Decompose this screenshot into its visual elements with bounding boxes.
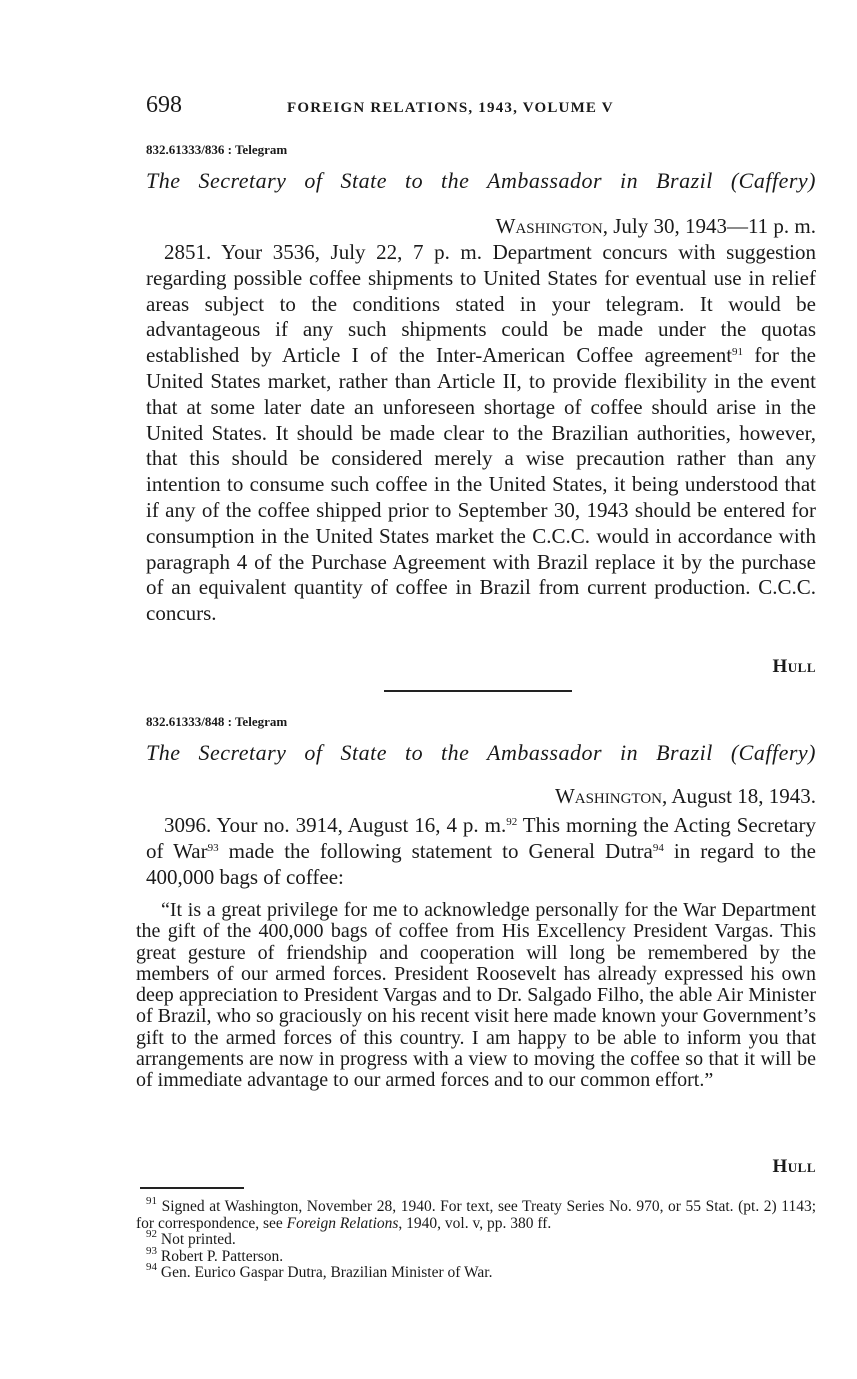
footnote-ref: 93 [207, 841, 219, 854]
footnote-text: Robert P. Patterson. [160, 1247, 284, 1265]
footnote-text: Not printed. [160, 1231, 236, 1248]
section-divider [384, 690, 572, 692]
footnote-number: 94 [146, 1261, 157, 1273]
file-number: 832.61333/848 : Telegram [146, 714, 288, 729]
footnote-text: Signed at Washington, November 28, 1940. For text, see Treaty Series No. 970, or 55 Stat. (pt. 2) 1143; for correspondence, see [136, 1198, 816, 1232]
footnote-item [136, 1244, 816, 1266]
body-text: 2851. Your 3536, July 22, 7 p. m. Department concurs with suggestion regarding possible coffee shipments to United States for eventual use in relief areas subject to the conditions stated in your telegram. It would be advantageous if any such shipments could be made under the quotas established by Article I of the Inter-American Coffee agreement [146, 240, 816, 368]
document-title: The Secretary of State to the Ambassador in Brazil (Caffery) [146, 168, 816, 193]
body-text: for the United States market, rather than Article II, to provide flexibility in the event that at some later date an unforeseen shortage of coffee should arise in the United States. It should be made clear to the Brazilian authorities, however, that this should be considered merely a wise precaution rather than any intention to consume such coffee in the United States, it being understood that if any of the coffee shipped prior to September 30, 1943 should be entered for consumption in the United States market the C.C.C. would in accordance with paragraph 4 of the Purchase Agreement with Brazil replace it by the purchase of an equivalent quantity of coffee in Brazil from current production. C.C.C. concurs. [146, 343, 816, 626]
footnote-text: , 1940, vol. v, pp. 380 ff. [398, 1214, 552, 1232]
file-number: 832.61333/836 : Telegram [146, 142, 288, 157]
telegram-body [146, 813, 816, 890]
body-text: 3096. Your no. 3914, August 16, 4 p. m. [164, 813, 507, 837]
footnote-item [136, 1228, 816, 1249]
footnote-italic: Foreign Relations [286, 1214, 399, 1232]
footnote-ref: 91 [732, 346, 744, 359]
footnote-item [136, 1261, 816, 1282]
telegram-body [146, 240, 816, 627]
footnote-ref: 94 [652, 841, 664, 854]
footnotes [136, 1195, 816, 1282]
running-title: FOREIGN RELATIONS, 1943, VOLUME V [287, 100, 614, 116]
body-text: in regard to the 400,000 bags of coffee: [146, 838, 816, 889]
footnote-item [136, 1195, 816, 1232]
footnote-ref: 92 [506, 816, 518, 828]
footnote-number: 92 [146, 1228, 157, 1240]
dateline [555, 784, 816, 809]
dateline [496, 214, 816, 239]
document-title: The Secretary of State to the Ambassador in Brazil (Caffery) [146, 740, 816, 765]
dateline-date: , August 18, 1943. [661, 784, 816, 808]
dateline-place: Washington [495, 214, 603, 238]
body-text: made the following statement to General Dutra [218, 838, 653, 863]
signature: Hull [772, 1156, 816, 1177]
footnote-number: 91 [146, 1195, 157, 1207]
footnote-text: Gen. Eurico Gaspar Dutra, Brazilian Minister of War. [160, 1264, 493, 1281]
body-text: This morning the Acting Secretary of War [146, 813, 816, 863]
footnote-number: 93 [146, 1244, 157, 1257]
dateline-place: Washington [554, 784, 662, 808]
page-number: 698 [146, 92, 182, 118]
quoted-statement: “It is a great privilege for me to acknowledge personally for the War Department the gift of the 400,000 bags of coffee from His Excellency President Vargas. This great gesture of friendship and cooperation will long be remembered by the members of our armed forces. President Roosevelt has already expressed his own deep appreciation to President Vargas and to Dr. Salgado Filho, the able Air Minister of Brazil, who so graciously on his recent visit here made known your Government’s gift to the armed forces of this country. I am happy to be able to inform you that arrangements are now in progress with a view to moving the coffee so that it will be of immediate advantage to our armed forces and to our common effort.” [136, 899, 816, 1092]
footnote-rule [140, 1187, 244, 1189]
dateline-date: , July 30, 1943—11 p. m. [602, 214, 816, 238]
signature: Hull [772, 656, 816, 677]
page-header [146, 92, 816, 124]
